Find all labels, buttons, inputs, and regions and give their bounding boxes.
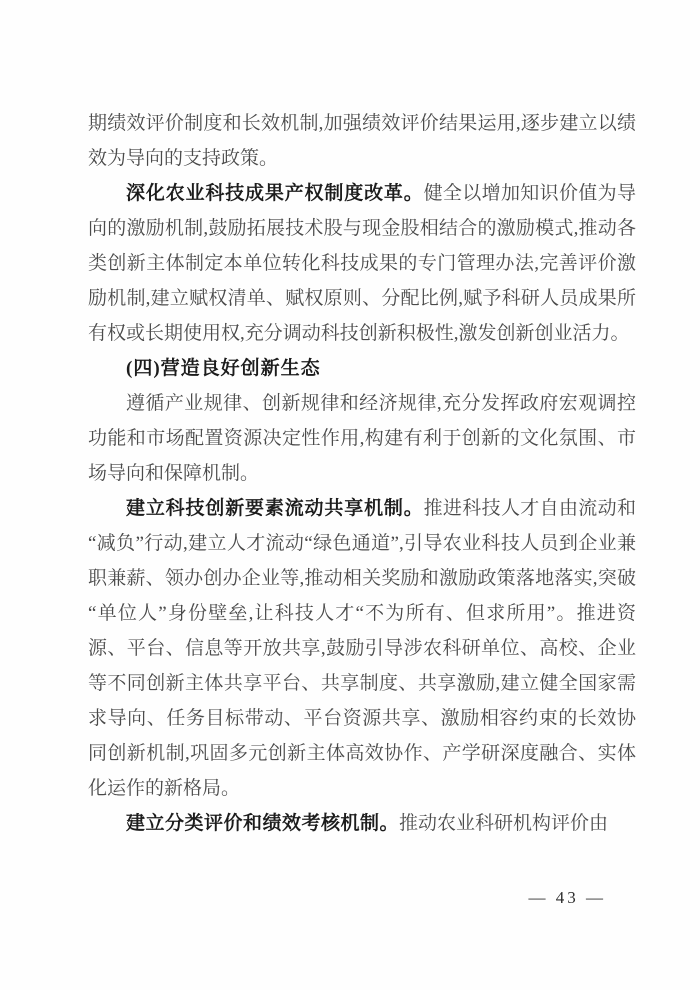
paragraph xyxy=(88,491,636,806)
section-heading: (四)营造良好创新生态 xyxy=(126,358,321,379)
paragraph-text: 推动农业科研机构评价由 xyxy=(399,813,609,834)
paragraph xyxy=(88,176,636,351)
paragraph-text: 健全以增加知识价值为导向的激励机制,鼓励拓展技术股与现金股相结合的激励模式,推动各类创新主体制定本单位转化科技成果的专门管理办法,完善评价激励机制,建立赋权清单、赋权原则、分配比例,赋予科研人员成果所有权或长期使用权,充分调动科技创新积极性,激发创新创业活力。 xyxy=(88,183,636,344)
paragraph-lead: 建立科技创新要素流动共享机制。 xyxy=(126,498,424,519)
document-body xyxy=(88,106,636,841)
page-number: — 43 — xyxy=(528,888,606,907)
paragraph-continuation: 期绩效评价制度和长效机制,加强绩效评价结果运用,逐步建立以绩效为导向的支持政策。 xyxy=(88,113,636,169)
paragraph-text: 推进科技人才自由流动和“减负”行动,建立人才流动“绿色通道”,引导农业科技人员到企业兼职兼薪、领办创办企业等,推动相关奖励和激励政策落地落实,突破“单位人”身份壁垒,让科技人才“不为所有、但求所用”。推进资源、平台、信息等开放共享,鼓励引导涉农科研单位、高校、企业等不同创新主体共享平台、共享制度、共享激励,建立健全国家需求导向、任务目标带动、平台资源共享、激励相容约束的长效协同创新机制,巩固多元创新主体高效协作、产学研深度融合、实体化运作的新格局。 xyxy=(88,498,636,799)
paragraph-lead: 建立分类评价和绩效考核机制。 xyxy=(126,813,400,834)
paragraph: 遵循产业规律、创新规律和经济规律,充分发挥政府宏观调控功能和市场配置资源决定性作用,构建有利于创新的文化氛围、市场导向和保障机制。 xyxy=(88,393,636,484)
paragraph-lead: 深化农业科技成果产权制度改革。 xyxy=(126,183,424,204)
paragraph xyxy=(88,806,636,841)
